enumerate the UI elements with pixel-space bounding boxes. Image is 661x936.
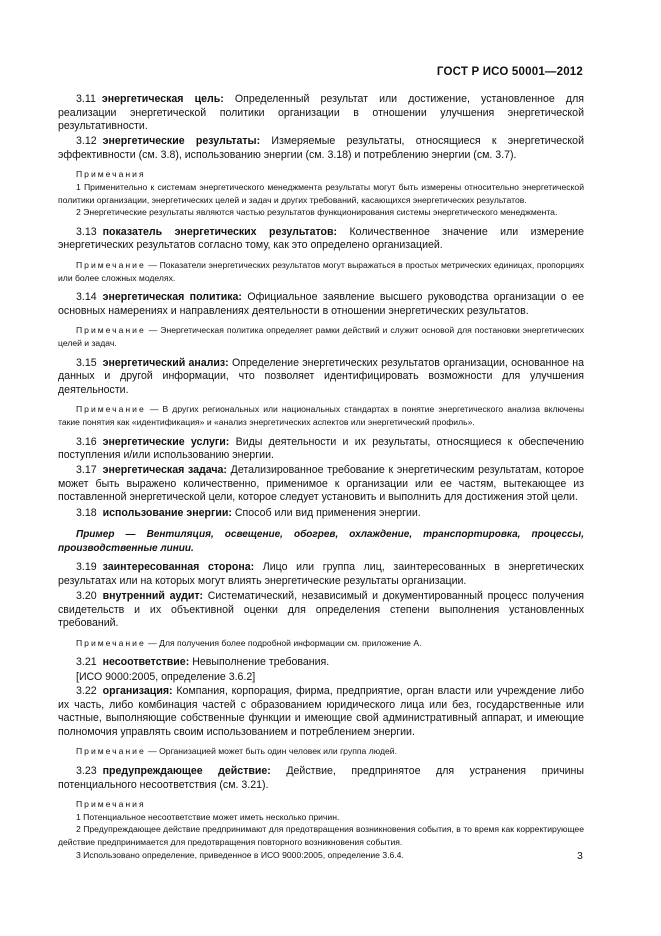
note-label: Примечание (76, 325, 146, 336)
note-text: — Энергетическая политика определяет рамки действий и служит основой для постановки энергетических целей и задач. (58, 325, 584, 348)
definition-3-16: 3.16 энергетические услуги: Виды деятельности и их результаты, относящиеся к обеспечению поступления и/или использованию энергии. (58, 435, 585, 462)
definition-3-14: 3.14 энергетическая политика: Официальное заявление высшего руководства организации о ее основных намерениях и направлениях деятельности в отношении энергетических результатов. (58, 291, 584, 317)
definition-3-21: 3.21 несоответствие: Невыполнение требования. (76, 656, 330, 669)
definition-3-13: 3.13 показатель энергетических результатов: Количественное значение или измерение энергетических результатов согласно тому, как это определено организацией. (58, 225, 584, 252)
note-text: — В других региональных или национальных стандартах в понятие энергетического анализа включены такие понятия как «идентификация» и «анализ энергетических аспектов или энергетический профиль». (58, 404, 584, 427)
definition-text: Определенный результат или достижение, установленное для реализации энергетической политики организации в отношении улучшения энергетической результативности. (58, 93, 584, 133)
page-header-standard-code: ГОСТ Р ИСО 50001—2012 (436, 66, 583, 78)
note-label: Примечание (76, 404, 146, 415)
definition-text: Измеряемые результаты, относящиеся к энергетической эффективности (см. 3.8), использованию энергии (см. 3.18) и потреблению энергии (см. 3.7). (58, 135, 584, 161)
reference-3-21: [ИСО 9000:2005, определение 3.6.2] (76, 671, 256, 684)
definition-3-23: 3.23 предупреждающее действие: Действие, предпринятое для устранения причины потенциального несоответствия (см. 3.21). (58, 765, 584, 791)
note-label: Примечание (76, 746, 146, 757)
note-label: Примечание (76, 260, 146, 271)
definition-3-19: 3.19 заинтересованная сторона: Лицо или группа лиц, заинтересованных в энергетических результатах или на которых могут влиять энергетические результаты организации. (58, 561, 584, 587)
definition-3-11: 3.11 энергетическая цель: Определенный результат или достижение, установленное для реализации энергетической политики организации в отношении улучшения энергетической результативности. (58, 93, 584, 133)
definition-text: Компания, корпорация, фирма, предприятие, орган власти или учреждение либо их часть, либо комбинация частей с образованием юридического лица или без, государственные или частные, выполняющие собственные функции и имеющие свой административный аппарат, и имеющие полномочия управлять своим использованием и потреблением энергии. (58, 685, 584, 738)
definition-text: Действие, предпринятое для устранения причины потенциального несоответствия (см. 3.21). (58, 765, 584, 791)
definition-text: Невыполнение требования. (192, 656, 330, 669)
term: энергетическая задача: (102, 464, 227, 477)
definition-text: Способ или вид применения энергии. (234, 506, 421, 519)
definition-text: Систематический, независимый и документированный процесс получения свидетельств и их объективной оценки для определения степени выполнения установленных требований. (58, 590, 584, 630)
notes-heading: Примечания (76, 169, 146, 180)
term: заинтересованная сторона: (102, 561, 255, 574)
definition-text: Виды деятельности и их результаты, относящиеся к обеспечению поступления и/или использованию энергии. (58, 435, 585, 462)
note-3-20 (58, 637, 584, 650)
definition-3-12: 3.12 энергетические результаты: Измеряемые результаты, относящиеся к энергетической эффективности (см. 3.8), использованию энергии (см. 3.18) и потреблению энергии (см. 3.7). (58, 135, 584, 161)
note-text: — Для получения более подробной информации см. приложение А. (148, 637, 422, 648)
note-text: — Организацией может быть один человек или группа людей. (148, 746, 397, 757)
note-3-13 (58, 259, 584, 284)
note-item: 3 Использовано определение, приведенное в ИСО 9000:2005, определение 3.6.4. (76, 849, 404, 860)
example-3-18: Пример — Вентиляция, освещение, обогрев, охлаждение, транспортировка, процессы, производственные линии. (58, 529, 584, 554)
note-item: 1 Применительно к системам энергетического менеджмента результаты могут быть измерены относительно энергетической политики организации, энергетических целей и задач и других требований, касающихся энергетических результатов. (58, 182, 584, 205)
note-item: 1 Потенциальное несоответствие может иметь несколько причин. (76, 811, 340, 822)
term: организация: (102, 685, 173, 698)
note-text: — Показатели энергетических результатов могут выражаться в простых метрических единицах, пропорциях или более сложных моделях. (58, 260, 584, 283)
definition-text: Лицо или группа лиц, заинтересованных в энергетических результатах или на которых могут влиять энергетические результаты организации. (58, 561, 584, 587)
note-3-22 (58, 745, 584, 758)
definition-3-17: 3.17 энергетическая задача: Детализированное требование к энергетическим результатам, которое может быть выражено количественно, применимое к организации или ее частям, вытекающее из поставленной энергетической цели, которое следует установить и выполнить для достижения этой цели. (58, 464, 584, 504)
note-3-15 (58, 403, 584, 428)
notes-heading: Примечания (76, 799, 146, 810)
definition-text: Детализированное требование к энергетическим результатам, которое может быть выражено количественно, применимое к организации или ее частям, вытекающее из поставленной энергетической цели, которое следует установить и выполнить для достижения этой цели. (58, 464, 584, 504)
note-label: Примечание (76, 637, 146, 648)
term: энергетическая цель: (101, 93, 224, 105)
definitions-content (58, 93, 584, 865)
definition-3-15: 3.15 энергетический анализ: Определение энергетических результатов организации, основанное на данных и другой информации, что позволяет идентифицировать возможности для улучшения деятельности. (58, 356, 584, 396)
definition-text: Определение энергетических результатов организации, основанное на данных и другой информации, что позволяет идентифицировать возможности для улучшения деятельности. (58, 356, 584, 396)
term: предупреждающее действие: (102, 765, 271, 778)
definition-3-22: 3.22 организация: Компания, корпорация, фирма, предприятие, орган власти или учреждение либо их часть, либо комбинация частей с образованием юридического лица или без, государственные или частные, выполняющие собственные функции и имеющие свой административный аппарат, и имеющие полномочия управлять своим использованием и потреблением энергии. (58, 685, 584, 738)
term: энергетические результаты: (102, 135, 261, 148)
note-item: 2 Энергетические результаты являются частью результатов функционирования системы энергетического менеджмента. (76, 207, 558, 218)
definition-text: Количественное значение или измерение энергетических результатов согласно тому, как это определено организацией. (58, 225, 584, 252)
definition-3-20: 3.20 внутренний аудит: Систематический, независимый и документированный процесс получения свидетельств и их объективной оценки для определения степени выполнения установленных требований. (58, 590, 584, 630)
term: энергетический анализ: (102, 356, 229, 369)
term: энергетические услуги: (102, 435, 230, 448)
definition-text: Официальное заявление высшего руководства организации о ее основных намерениях и направлениях деятельности в отношении энергетических результатов. (58, 291, 584, 317)
notes-3-23 (58, 798, 584, 861)
term: энергетическая политика: (102, 291, 242, 304)
term: внутренний аудит: (102, 590, 204, 602)
note-3-14 (58, 324, 584, 349)
term: показатель энергетических результатов: (102, 225, 338, 238)
definition-3-18: 3.18 использование энергии: Способ или вид применения энергии. (76, 506, 421, 519)
notes-3-12 (58, 168, 584, 218)
term: использование энергии: (102, 506, 232, 519)
page-number: 3 (577, 850, 583, 862)
note-item: 2 Предупреждающее действие предпринимают для предотвращения возникновения события, в то время как корректирующее действие предпринимается для предотвращения повторного возникновения события. (58, 824, 584, 847)
term: несоответствие: (102, 656, 190, 669)
